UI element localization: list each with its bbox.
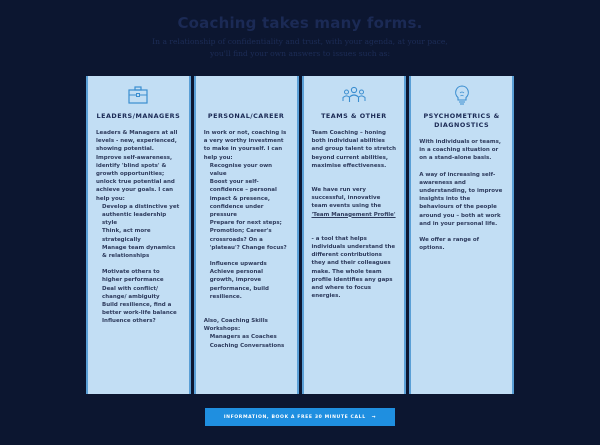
paragraph: With individuals or teams, in a coaching situation or on a stand-alone basis. [419, 139, 501, 162]
arrow-right-icon: → [371, 414, 377, 420]
list-item: Recognise your own value [209, 162, 273, 178]
page-subtitle: In a relationship of confidentiality and trust, with your agenda, at your pace, you'll find your own answers to issues such as: [152, 37, 448, 58]
card-teams-other [302, 76, 407, 394]
card-title: PSYCHOMETRICS & DIAGNOSTICS [423, 112, 500, 129]
card-personal-career [194, 76, 299, 394]
card-body [204, 129, 289, 350]
paragraph: - a tool that helps individuals understand the different contributions they and their colleagues make. The whole team profile identifies any gaps and where to focus energies. [311, 235, 396, 300]
spacer [312, 219, 397, 227]
paragraph: We have run very successful, innovative team events using the [311, 187, 382, 210]
card-psychometrics [409, 76, 514, 394]
spacer [419, 163, 504, 171]
list-item: Influence others? [102, 318, 156, 325]
paragraph: Improve self-awareness, identify 'blind spots' & growth opportunities; unlock true potential and achieve your goals. I can help you: [96, 154, 175, 202]
book-call-button[interactable] [205, 408, 395, 426]
spacer [204, 252, 289, 260]
spacer [96, 260, 181, 268]
list-item: Prepare for next steps; Promotion; Career's crossroads? On a 'plateau'? Change focus? [209, 220, 287, 251]
card-title: LEADERS/MANAGERS [96, 112, 181, 120]
team-icon [312, 84, 397, 106]
card-body [419, 138, 504, 252]
list-item: Achieve personal growth, improve performance, build resilience. [209, 269, 269, 300]
spacer [312, 178, 397, 186]
list-item: Develop a distinctive yet authentic leadership style [102, 203, 180, 227]
list-item: Build resilience, find a better work-life balance [102, 302, 177, 317]
spacer [312, 170, 397, 178]
card-leaders-managers [86, 76, 191, 394]
header [0, 14, 600, 60]
book-call-label: INFORMATION, BOOK A FREE 30 MINUTE CALL [223, 414, 366, 420]
list-item: Coaching Conversations [209, 342, 285, 349]
card-title: PERSONAL/CAREER [207, 112, 285, 120]
briefcase-icon [96, 84, 181, 106]
paragraph: Also, Coaching Skills Workshops: [203, 318, 268, 333]
person-icon [204, 84, 289, 106]
spacer [419, 228, 504, 236]
paragraph: 'Team Management Profile' [311, 211, 396, 218]
list-item: Motivate others to higher performance [102, 269, 164, 284]
card-title: TEAMS & OTHER [321, 112, 387, 120]
page-title: Coaching takes many forms. [177, 14, 423, 32]
list-item: Deal with conflict/ change/ ambiguity [102, 285, 160, 300]
paragraph: A way of increasing self-awareness and understanding, to improve insights into the behaviours of the people around you – both at work and in your personal life. [419, 171, 503, 227]
spacer [312, 227, 397, 235]
list-item: Influence upwards [209, 261, 267, 268]
list-item: Manage team dynamics & relationships [102, 244, 176, 260]
card-body [96, 129, 181, 326]
list-item: Managers as Coaches [209, 334, 277, 341]
lightbulb-icon [419, 84, 504, 106]
paragraph: We offer a range of options. [419, 237, 480, 252]
paragraph: Leaders & Managers at all levels - new, experienced, showing potential. [96, 130, 178, 153]
spacer [204, 309, 289, 317]
card-body [312, 129, 397, 300]
spacer [204, 301, 289, 309]
list-item: Boost your self-confidence – personal impact & presence, confidence under pressure [209, 179, 277, 219]
paragraph: In work or not, coaching is a very worthy investment to make in yourself. I can help you: [203, 130, 287, 161]
services-cards [86, 76, 514, 394]
paragraph: Team Coaching – honing both individual abilities and group talent to stretch beyond current abilities, maximise effectiveness. [311, 130, 397, 169]
list-item: Think, act more strategically [102, 228, 151, 243]
